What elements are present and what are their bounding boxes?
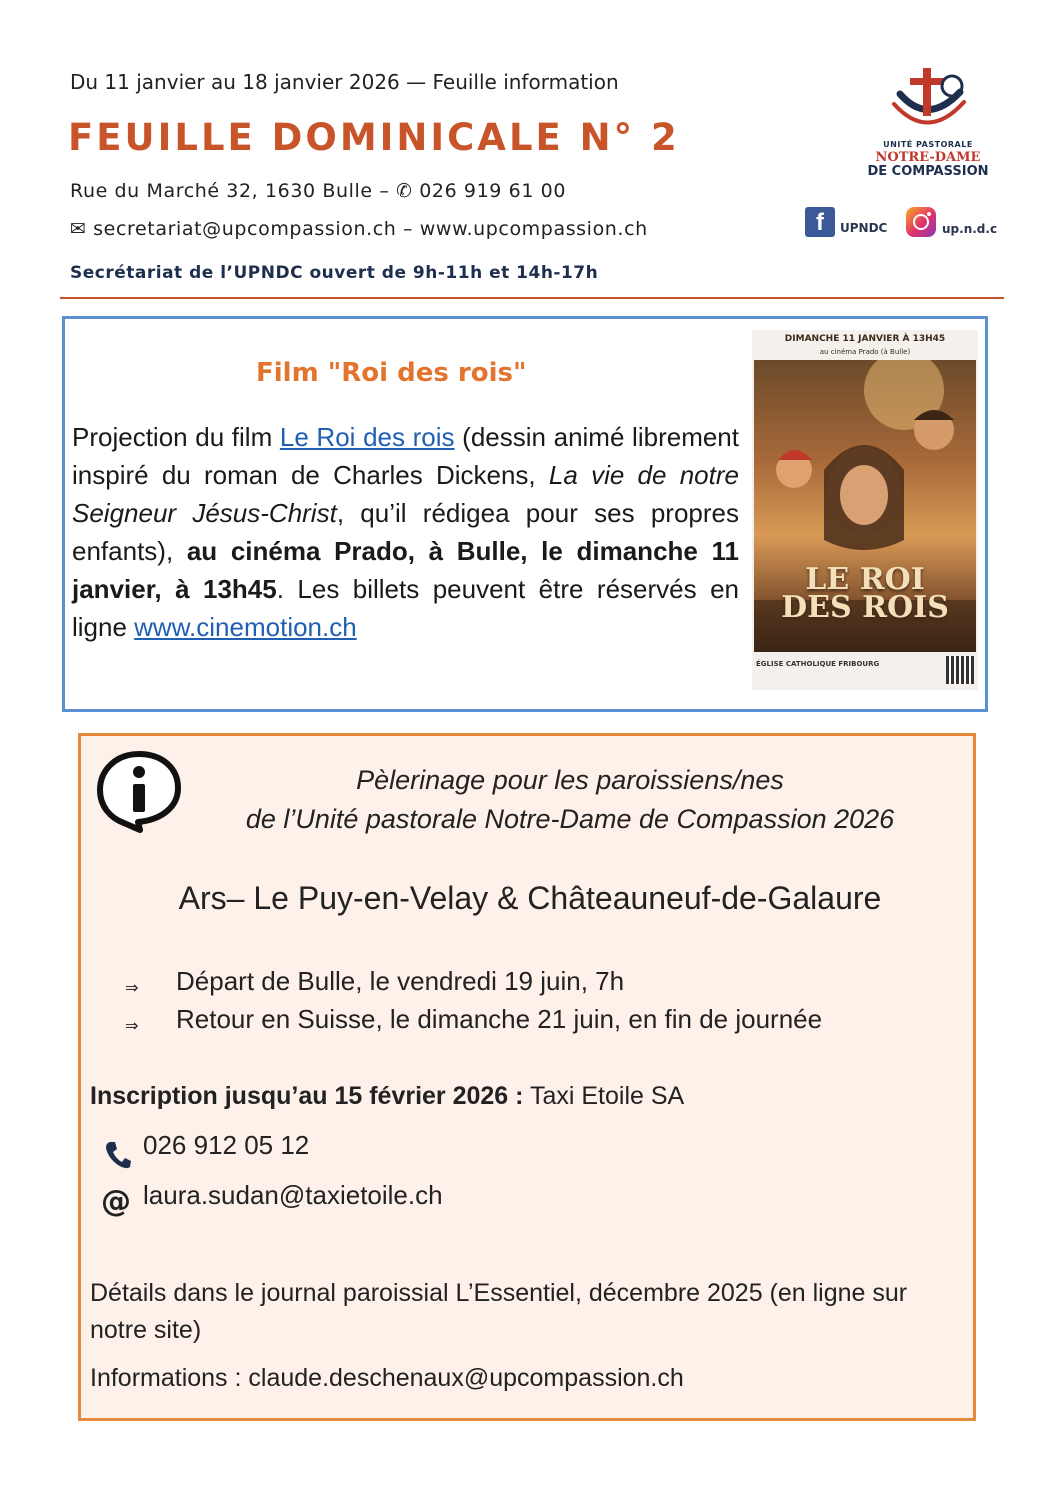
logo-line-3: DE COMPASSION	[867, 164, 989, 179]
film-poster	[752, 330, 978, 690]
phone-icon	[104, 1140, 132, 1170]
departure-info: Départ de Bulle, le vendredi 19 juin, 7h	[176, 966, 625, 996]
registration-agency: Taxi Etoile SA	[523, 1082, 685, 1110]
return-info: Retour en Suisse, le dimanche 21 juin, en fin de journée	[176, 1004, 823, 1034]
pilgrimage-heading-2: de l’Unité pastorale Notre-Dame de Compassion 2026	[245, 804, 895, 834]
logo-line-1: UNITÉ PASTORALE	[883, 140, 973, 149]
poster-date: DIMANCHE 11 JANVIER À 13H45	[784, 334, 946, 344]
arrow-right-icon: ⇒	[125, 1016, 139, 1035]
at-sign-icon: @	[101, 1184, 131, 1219]
poster-venue: au cinéma Prado (à Bulle)	[819, 348, 911, 356]
poster-image	[754, 360, 976, 652]
registration-line	[90, 1082, 684, 1111]
contact-email[interactable]: laura.sudan@taxietoile.ch	[143, 1180, 443, 1210]
facebook-label[interactable]: UPNDC	[840, 221, 888, 235]
poster-title	[754, 562, 976, 625]
arrow-right-icon: ⇒	[125, 978, 139, 997]
info-icon	[94, 748, 184, 834]
film-text-3: , qu’il rédigea pour ses propres enfants),	[72, 498, 739, 566]
registration-deadline: Inscription jusqu’au 15 février 2026 :	[90, 1082, 524, 1110]
poster-footer: ÉGLISE CATHOLIQUE FRIBOURG	[756, 660, 880, 668]
film-description	[72, 418, 739, 646]
film-link[interactable]: Le Roi des rois	[279, 422, 455, 452]
poster-title-line-1: LE ROI	[805, 562, 925, 597]
book-title: La vie de notre Seigneur Jésus-Christ	[72, 460, 739, 528]
contact-line: ✉ secretariat@upcompassion.ch – www.upcompassion.ch	[70, 218, 648, 240]
facebook-icon[interactable]: f	[805, 207, 835, 237]
office-hours: Secrétariat de l’UPNDC ouvert de 9h-11h et 14h-17h	[70, 263, 599, 283]
film-text-4: . Les billets peuvent être réservés en ligne	[72, 574, 740, 642]
logo-line-2: NOTRE-DAME	[875, 150, 981, 165]
screening-details: au cinéma Prado, à Bulle, le dimanche 11 janvier, à 13h45	[72, 536, 739, 604]
phone-number[interactable]: 026 912 05 12	[143, 1130, 310, 1160]
address-line: Rue du Marché 32, 1630 Bulle – ✆ 026 919 61 00	[70, 180, 567, 202]
page-title: FEUILLE DOMINICALE N° 2	[68, 116, 680, 159]
header-divider	[60, 297, 1004, 299]
qr-code-icon	[946, 656, 974, 684]
film-text-2: (dessin animé librement inspiré du roman de Charles Dickens,	[72, 422, 739, 490]
poster-title-line-2: DES ROIS	[781, 590, 949, 625]
parish-logo	[860, 64, 996, 184]
film-text-1: Projection du film	[72, 422, 280, 452]
pilgrimage-heading-1: Pèlerinage pour les paroissiens/nes	[356, 765, 784, 795]
information-contact: Informations : claude.deschenaux@upcompassion.ch	[90, 1364, 684, 1392]
cinema-link[interactable]: www.cinemotion.ch	[134, 612, 357, 642]
date-line: Du 11 janvier au 18 janvier 2026 — Feuille information	[70, 70, 619, 94]
logo-emblem-icon	[860, 64, 996, 140]
film-title: Film "Roi des rois"	[256, 358, 527, 388]
instagram-label[interactable]: up.n.d.c	[942, 222, 998, 236]
details-text: Détails dans le journal paroissial L’Essentiel, décembre 2025 (en ligne sur notre site)	[90, 1279, 908, 1344]
pilgrimage-route: Ars– Le Puy-en-Velay & Châteauneuf-de-Galaure	[178, 880, 882, 916]
instagram-icon[interactable]	[906, 207, 936, 237]
